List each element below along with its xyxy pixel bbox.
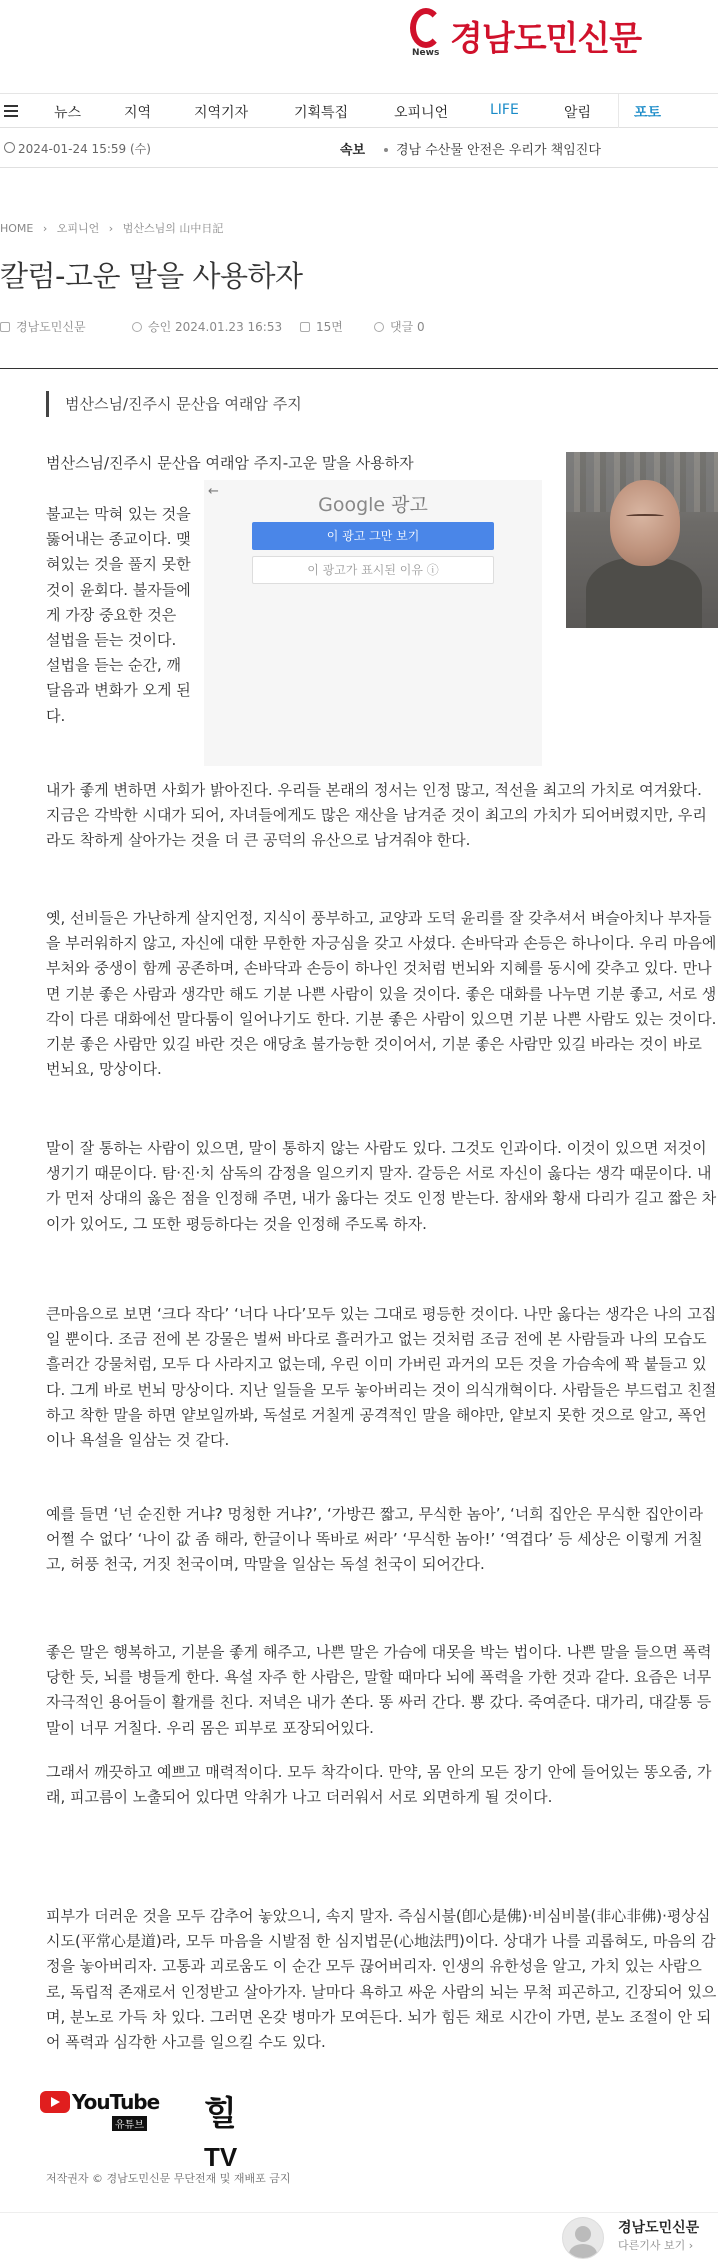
logo-news-label: News: [412, 48, 440, 58]
youtube-wordmark[interactable]: YouTube: [72, 2090, 160, 2114]
breaking-headline[interactable]: 경남 수산물 안전은 우리가 책임진다: [396, 143, 601, 158]
ad-back-icon[interactable]: ←: [208, 484, 219, 499]
logo-name: 경남도민신문: [450, 18, 642, 59]
breadcrumb: [0, 220, 229, 236]
heal-tv-logo[interactable]: [204, 2086, 237, 2175]
stop-ad-button[interactable]: 이 광고 그만 보기: [252, 522, 494, 550]
breadcrumb-column[interactable]: 범산스님의 山中日記: [122, 222, 224, 235]
heal-tv-brand: 힐: [204, 2094, 237, 2134]
breadcrumb-opinion[interactable]: 오피니언: [56, 222, 100, 235]
comment-count: 댓글 0: [390, 320, 425, 334]
nav-divider: [618, 94, 619, 128]
youtube-icon[interactable]: [40, 2091, 70, 2113]
ad-brand-name: Google: [318, 494, 386, 516]
breaking-label: 속보: [340, 143, 366, 158]
comment-meta[interactable]: [374, 318, 425, 335]
more-articles-link[interactable]: 다른기사 보기 ›: [618, 2239, 694, 2252]
approved-meta: [132, 318, 282, 335]
article-paragraph: 말이 잘 통하는 사람이 있으면, 말이 통하지 않는 사람도 있다. 그것도 인과이다. 이것이 있으면 저것이 생기기 때문이다. 탐·진·치 삼독의 감정을 일으키지 말자. 갈등은 서로 자신이 옳다는 생각 때문이다. 내가 먼저 상대의 옳은 점을 인정해 주면, 내가 옳다는 것도 인정 받는다. 참새와 황새 다리가 길고 짧은 차이가 있어도, 그 또한 평등하다는 것을 인정해 주도록 하자.: [46, 1139, 717, 1233]
title-divider: [0, 368, 718, 369]
footer-author-name[interactable]: 경남도민신문: [618, 2220, 700, 2236]
clock-icon: [132, 322, 142, 332]
breadcrumb-sep-icon: ›: [108, 222, 114, 235]
ad-brand: [204, 490, 542, 517]
main-nav: [0, 94, 718, 128]
nav-region[interactable]: 지역: [124, 105, 152, 121]
copyright-notice: 저작권자 © 경남도민신문 무단전재 및 재배포 금지: [46, 2172, 291, 2185]
author-footer: [0, 2212, 718, 2252]
nav-regional-reporter[interactable]: 지역기자: [194, 105, 249, 121]
article-paragraph: 예를 들면 ‘넌 순진한 거냐? 멍청한 거냐?’, ‘가방끈 짧고, 무식한 놈아’, ‘너희 집안은 무식한 집안이라 어쩔 수 없다’ ‘나이 값 좀 해라, 한글이나 똑바로 써라’ ‘무식한 놈아!’ ‘역겹다’ 등 세상은 이렇게 거칠고, 허풍 천국, 거짓 천국이며, 막말을 일삼는 독설 천국이 되어간다.: [46, 1505, 703, 1574]
site-header: [0, 0, 718, 94]
nav-notice[interactable]: 알림: [564, 105, 592, 121]
ticker-bar: [0, 128, 718, 168]
heal-tv-suffix: TV: [204, 2142, 238, 2172]
article-paragraph: 내가 좋게 변하면 사회가 밝아진다. 우리들 본래의 정서는 인정 많고, 적선을 최고의 가치로 여겨왔다. 지금은 각박한 시대가 되어, 자녀들에게도 많은 재산을 남겨준 것이 최고의 가치가 되어버렸지만, 우리라도 착하게 살아가는 것을 더 큰 공덕의 유산으로 남겨줘야 한다.: [46, 781, 707, 850]
article-paragraph: 큰마음으로 보면 ‘크다 작다’ ‘너다 나다’모두 있는 그대로 평등한 것이다. 나만 옳다는 생각은 나의 고집일 뿐이다. 조금 전에 본 강물은 벌써 바다로 흘러가고 없는 것처럼 조금 전에 본 사람들과 나의 모습도 흘러간 강물처럼, 모두 다 사라지고 없는데, 우린 이미 가버린 과거의 모든 것을 가슴속에 꽉 붙들고 있다. 그게 바로 번뇌 망상이다. 지난 일들을 모두 놓아버리는 것이 의식개혁이다. 사람들은 부드럽고 친절하고 착한 말을 하면 얕보일까봐, 독설로 거칠게 공격적인 말을 해야만, 얕보지 못한 것으로 알고, 폭언이나 욕설을 일삼는 것 같다.: [46, 1305, 717, 1450]
article-paragraph: 좋은 말은 행복하고, 기분을 좋게 해주고, 나쁜 말은 가슴에 대못을 박는 법이다. 나쁜 말을 들으면 폭력 당한 듯, 뇌를 병들게 한다. 욕설 자주 한 사람은, 말할 때마다 뇌에 폭력을 가한 것과 같다. 요즘은 너무 자극적인 용어들이 활개를 친다. 저녁은 내가 쏜다. 똥 싸러 간다. 뿅 갔다. 죽여준다. 대가리, 대갈통 등 말이 너무 거칠다. 우리 몸은 피부로 포장되어있다.: [46, 1643, 712, 1737]
why-ad-button[interactable]: 이 광고가 표시된 이유 ⓘ: [252, 556, 494, 584]
author-photo: [566, 452, 718, 628]
article-lead: 불교는 막혀 있는 것을 뚫어내는 종교이다. 맺혀있는 것을 풀지 못한 것이 윤회다. 불자들에게 가장 중요한 것은 설법을 듣는 것이다. 설법을 듣는 순간, 깨달음과 변화가 오게 된다.: [46, 505, 191, 725]
nav-life[interactable]: LIFE: [490, 102, 519, 118]
nav-photo[interactable]: 포토: [634, 105, 662, 121]
breadcrumb-home[interactable]: HOME: [0, 222, 34, 235]
page-meta: [300, 318, 343, 335]
article-subhead: 범산스님/진주시 문산읍 여래암 주지: [46, 391, 302, 417]
author-meta[interactable]: [0, 318, 86, 335]
ad-brand-suffix: 광고: [391, 494, 428, 516]
current-date: 2024-01-24 15:59 (수): [18, 142, 151, 156]
article-intro: 범산스님/진주시 문산읍 여래암 주지-고운 말을 사용하자: [46, 454, 414, 472]
comment-icon: [374, 322, 384, 332]
article-paragraph: 피부가 더러운 것을 모두 감추어 놓았으니, 속지 말자. 즉심시불(卽心是佛)·비심비불(非心非佛)·평상심시도(平常心是道)라, 모두 마음을 시발점 한 심지법문(心地法門)이다. 상대가 나를 괴롭혀도, 마음의 감정을 놓아버리자. 고통과 괴로움도 이 순간 모두 끊어버리자. 인생의 유한성을 알고, 가치 있는 사람으로, 독립적 존재로서 인정받고 살아가자. 날마다 욕하고 싸운 사람의 뇌는 무척 피곤하고, 긴장되어 있으며, 분노로 가득 차 있다. 그러면 온갖 병마가 모여든다. 뇌가 힘든 채로 시간이 가면, 분노 조절이 안 되어 폭력과 심각한 사고를 일으킬 수도 있다.: [46, 1907, 717, 2052]
author-name: 경남도민신문: [16, 320, 86, 334]
clock-icon: [4, 142, 15, 153]
nav-news[interactable]: 뉴스: [54, 105, 82, 121]
article-paragraph: 옛, 선비들은 가난하게 살지언정, 지식이 풍부하고, 교양과 도덕 윤리를 잘 갖추셔서 벼슬아치나 부자들을 부러워하지 않고, 자신에 대한 무한한 자긍심을 갖고 사셨다. 손바닥과 손등은 하나이다. 우리 마음에 부처와 중생이 함께 공존하며, 손바닥과 손등이 하나인 것처럼 번뇌와 지혜를 동시에 갖추고 있다. 만나면 기분 좋은 사람과 생각만 해도 기분 나쁜 사람이 있을 것이다. 좋은 대화를 나누면 기분 좋고, 서로 생각이 다른 대화에선 말다툼이 일어나기도 한다. 기분 좋은 사람이 있으면 기분 나쁜 사람도 있는 것이다. 기분 좋은 사람만 있길 바란 것은 애당초 불가능한 것이어서, 기분 좋은 사람만 있길 바라는 것이 바로 번뇌요, 망상이다.: [46, 909, 717, 1079]
site-logo[interactable]: [408, 6, 641, 64]
bullet-icon: [384, 148, 388, 152]
approved-date: 승인 2024.01.23 16:53: [148, 320, 283, 334]
newspaper-icon: [300, 322, 310, 332]
logo-mark-icon: [408, 6, 446, 64]
hamburger-menu-icon[interactable]: [4, 105, 18, 117]
page-number: 15면: [316, 320, 343, 334]
sns-links: [40, 2090, 238, 2172]
article-title: 칼럼-고운 말을 사용하자: [0, 259, 303, 293]
avatar[interactable]: [562, 2217, 604, 2259]
nav-features[interactable]: 기획특집: [294, 105, 349, 121]
google-ad: [204, 480, 542, 766]
nav-opinion[interactable]: 오피니언: [394, 105, 449, 121]
breadcrumb-sep-icon: ›: [42, 222, 48, 235]
person-icon: [0, 322, 10, 332]
youtube-sub: 유튜브: [112, 2116, 147, 2131]
article-paragraph: 그래서 깨끗하고 예쁘고 매력적이다. 모두 착각이다. 만약, 몸 안의 모든 장기 안에 들어있는 똥오줌, 가래, 피고름이 노출되어 있다면 악취가 나고 더러워서 서로 외면하게 될 것이다.: [46, 1763, 712, 1807]
